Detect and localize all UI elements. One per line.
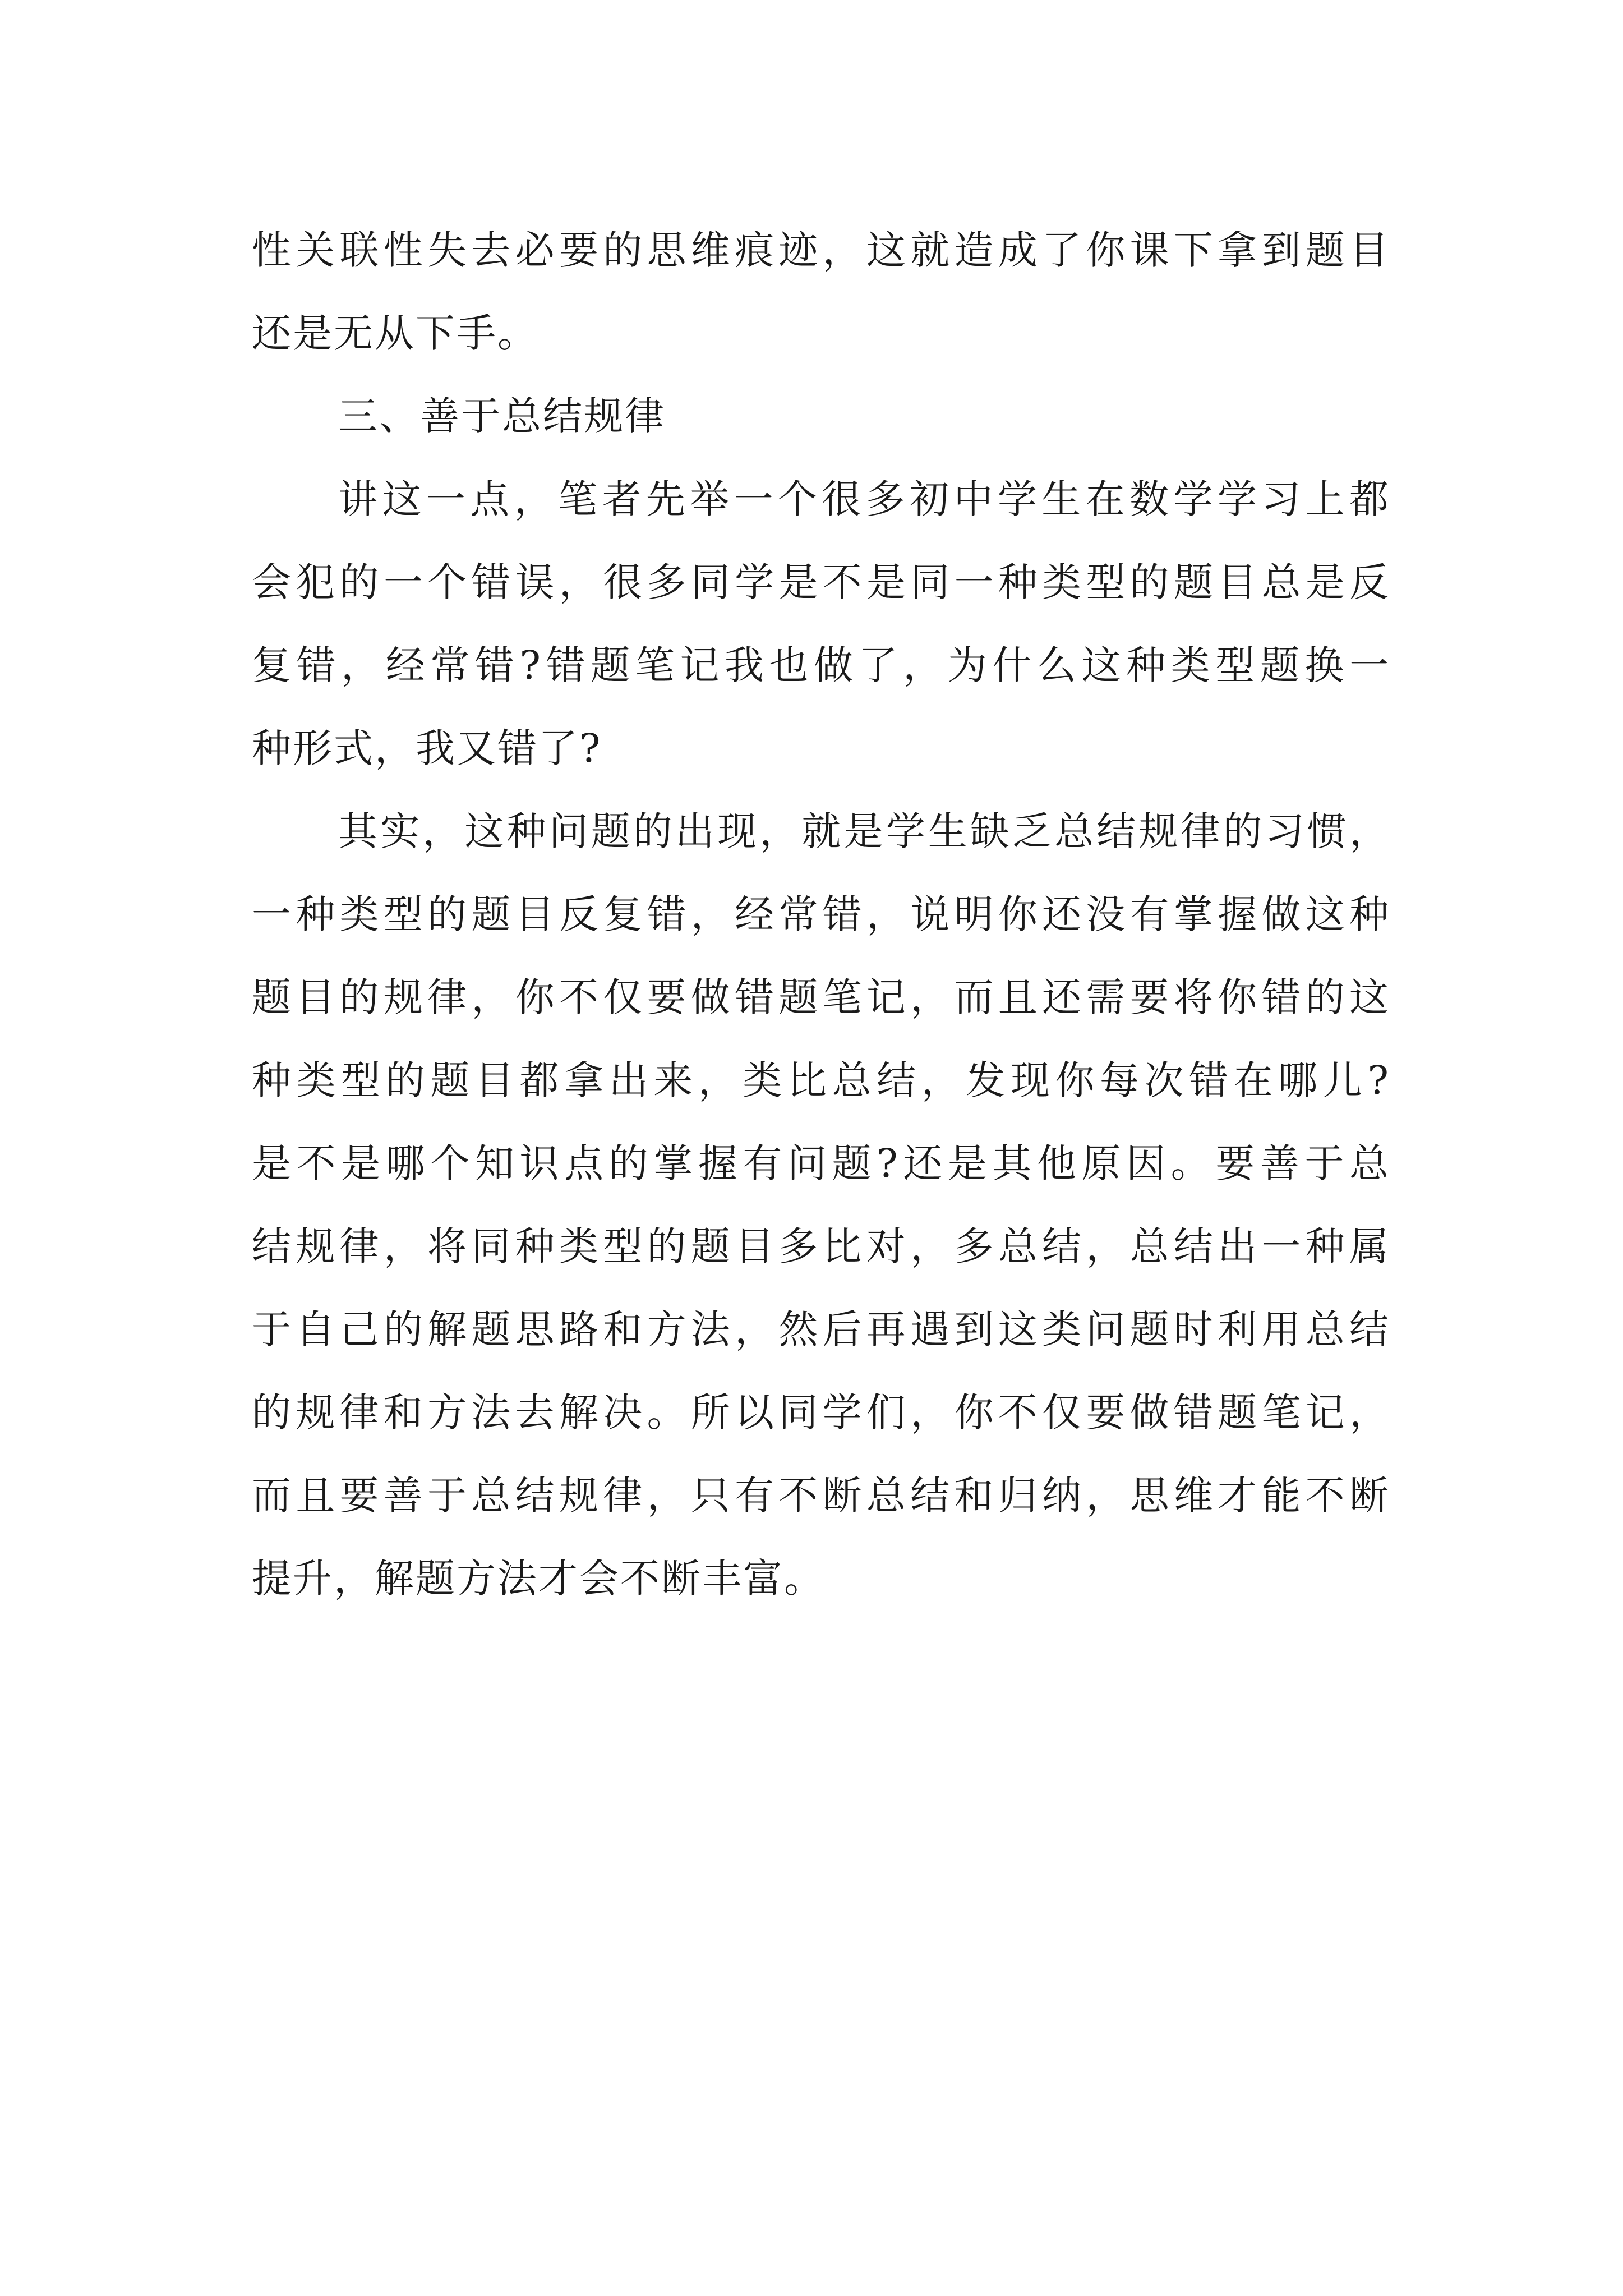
text-line-17: 提升，解题方法才会不断丰富。 [252, 1556, 825, 1602]
text-line-5: 会犯的一个错误，很多同学是不是同一种类型的题目总是反 [252, 559, 1390, 605]
text-line-6: 复错，经常错?错题笔记我也做了，为什么这种类型题换一 [252, 642, 1390, 688]
text-line-11: 种类型的题目都拿出来，类比总结，发现你每次错在哪儿? [252, 1057, 1390, 1103]
text-line-10: 题目的规律，你不仅要做错题笔记，而且还需要将你错的这 [252, 974, 1390, 1020]
text-line-14: 于自己的解题思路和方法，然后再遇到这类问题时利用总结 [252, 1306, 1390, 1352]
text-line-8: 其实，这种问题的出现，就是学生缺乏总结规律的习惯， [338, 808, 1390, 854]
body-text [252, 209, 1390, 1620]
text-line-9: 一种类型的题目反复错，经常错，说明你还没有掌握做这种 [252, 891, 1390, 937]
text-line-12: 是不是哪个知识点的掌握有问题?还是其他原因。要善于总 [252, 1140, 1390, 1186]
text-line-15: 的规律和方法去解决。所以同学们，你不仅要做错题笔记， [252, 1389, 1390, 1435]
text-line-1: 性关联性失去必要的思维痕迹，这就造成了你课下拿到题目 [252, 227, 1390, 273]
text-line-16: 而且要善于总结规律，只有不断总结和归纳，思维才能不断 [252, 1473, 1390, 1519]
text-line-7: 种形式，我又错了? [252, 725, 602, 771]
text-line-4: 讲这一点，笔者先举一个很多初中学生在数学学习上都 [338, 476, 1390, 522]
text-line-13: 结规律，将同种类型的题目多比对，多总结，总结出一种属 [252, 1223, 1390, 1269]
section-heading: 三、善于总结规律 [338, 393, 666, 439]
text-line-2: 还是无从下手。 [252, 310, 538, 356]
